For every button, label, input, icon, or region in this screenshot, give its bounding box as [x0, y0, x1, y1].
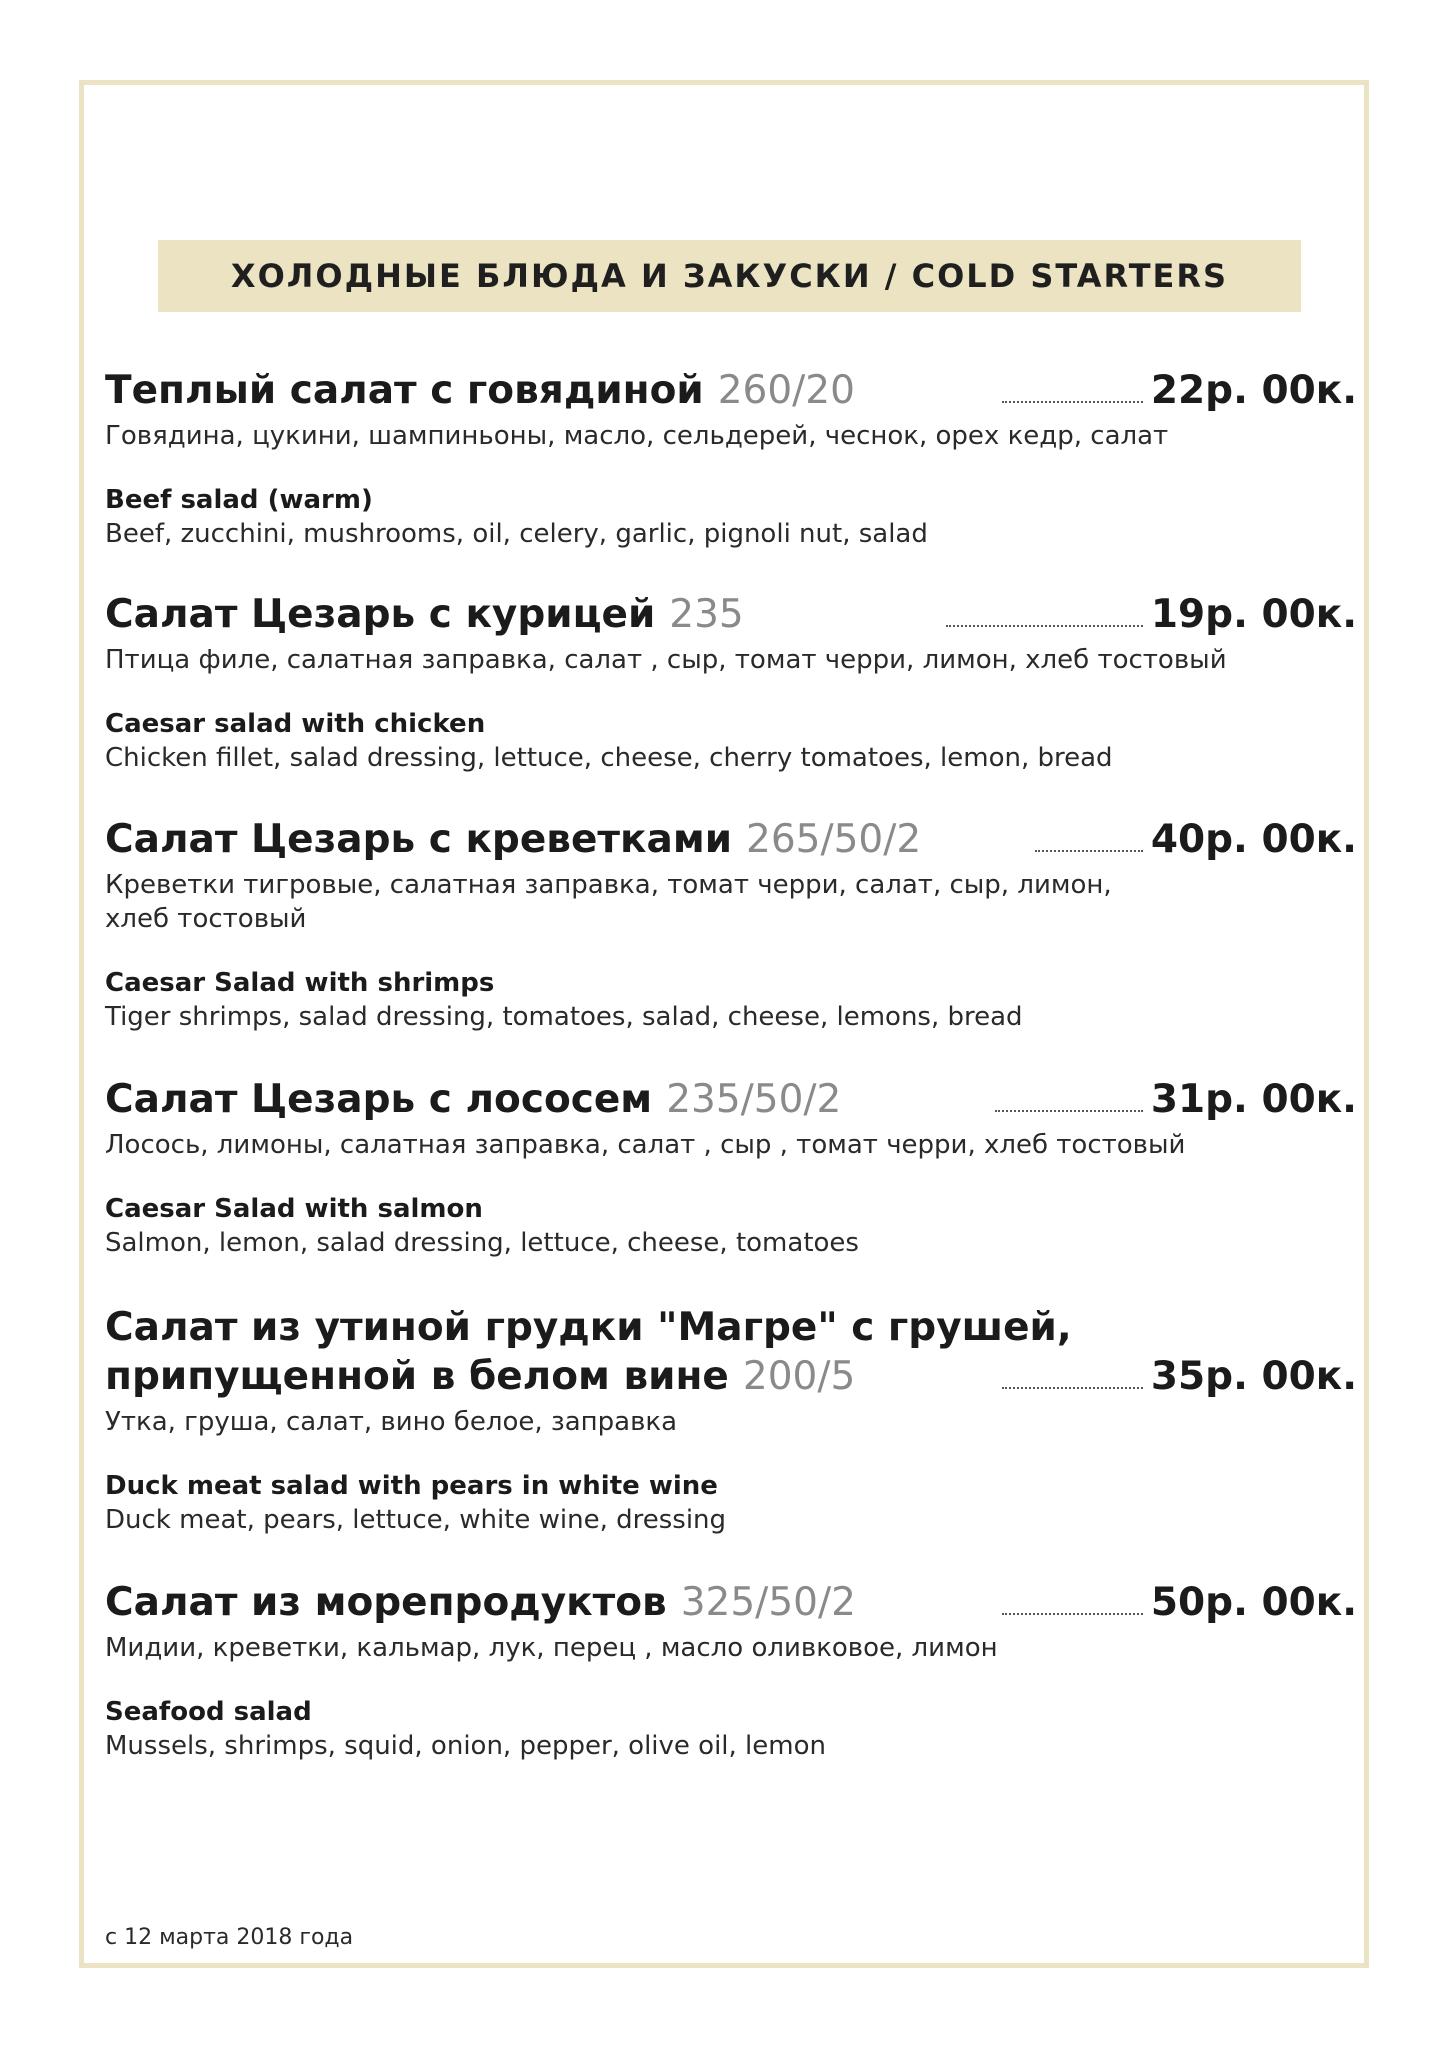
menu-item-name-en: Caesar salad with chicken — [105, 709, 486, 739]
menu-item-caesar-salmon — [105, 1077, 1357, 1260]
menu-item-name: припущенной в белом вине — [105, 1354, 729, 1399]
menu-item-description-en: Duck meat, pears, lettuce, white wine, dressing — [105, 1505, 727, 1535]
menu-item-duck-salad — [105, 1302, 1357, 1537]
menu-item-description-en: Chicken fillet, salad dressing, lettuce, cheese, cherry tomatoes, lemon, bread — [105, 743, 1113, 773]
effective-date-note: с 12 марта 2018 года — [105, 1925, 354, 1950]
menu-item-description-ru: Лосось, лимоны, салатная заправка, салат , сыр , томат черри, хлеб тостовый — [105, 1130, 1186, 1160]
menu-item-name-en: Beef salad (warm) — [105, 485, 373, 515]
menu-item-name: Салат Цезарь с креветками — [105, 817, 733, 862]
menu-item-price: 35р. 00к. — [1150, 1354, 1358, 1399]
menu-item-name-line1: Салат из утиной грудки "Магре" с грушей, — [105, 1305, 1072, 1350]
menu-item-weight: 260/20 — [717, 368, 855, 413]
menu-item-weight: 325/50/2 — [680, 1580, 856, 1625]
dotted-leader — [1002, 1387, 1143, 1389]
menu-item-name-en: Caesar Salad with salmon — [105, 1194, 483, 1224]
menu-item-beef-salad — [105, 368, 1357, 551]
menu-item-description-ru: Креветки тигровые, салатная заправка, томат черри, салат, сыр, лимон, хлеб тостовый — [105, 870, 1112, 934]
menu-item-caesar-chicken — [105, 592, 1357, 775]
menu-item-price: 22р. 00к. — [1150, 368, 1358, 413]
dotted-leader — [995, 1110, 1143, 1112]
menu-item-weight: 235/50/2 — [666, 1077, 842, 1122]
menu-item-name-en: Caesar Salad with shrimps — [105, 968, 495, 998]
menu-item-price: 50р. 00к. — [1150, 1580, 1358, 1625]
menu-item-price: 31р. 00к. — [1150, 1077, 1357, 1122]
menu-item-weight: 235 — [669, 592, 744, 637]
menu-item-name: Салат Цезарь с лососем — [105, 1077, 653, 1122]
menu-item-price: 40р. 00к. — [1150, 817, 1357, 862]
menu-item-name: Салат Цезарь с курицей — [105, 592, 656, 637]
menu-item-name-en: Duck meat salad with pears in white wine — [105, 1471, 718, 1501]
dotted-leader — [946, 625, 1143, 627]
menu-item-description-ru: Говядина, цукини, шампиньоны, масло, сельдерей, чеснок, орех кедр, салат — [105, 421, 1169, 451]
menu-item-description-ru: Мидии, креветки, кальмар, лук, перец , масло оливковое, лимон — [105, 1633, 998, 1663]
menu-item-seafood-salad — [105, 1580, 1357, 1763]
menu-item-name-en: Seafood salad — [105, 1697, 312, 1727]
menu-item-caesar-shrimps — [105, 817, 1357, 1034]
section-header — [158, 240, 1301, 312]
menu-item-title-row — [105, 368, 1357, 413]
menu-item-name: Теплый салат с говядиной — [105, 368, 704, 413]
menu-item-title-row — [105, 817, 1357, 862]
menu-item-description-en: Beef, zucchini, mushrooms, oil, celery, garlic, pignoli nut, salad — [105, 519, 928, 549]
section-title: ХОЛОДНЫЕ БЛЮДА И ЗАКУСКИ / COLD STARTERS — [230, 257, 1229, 295]
menu-item-description-ru: Утка, груша, салат, вино белое, заправка — [105, 1407, 678, 1437]
menu-item-title-row — [105, 1354, 1357, 1399]
menu-item-description-en: Tiger shrimps, salad dressing, tomatoes, salad, cheese, lemons, bread — [105, 1002, 1023, 1032]
dotted-leader — [1002, 1613, 1142, 1615]
menu-item-weight: 200/5 — [742, 1354, 856, 1399]
menu-item-description-ru: Птица филе, салатная заправка, салат , сыр, томат черри, лимон, хлеб тостовый — [105, 645, 1227, 675]
menu-item-description-en: Salmon, lemon, salad dressing, lettuce, cheese, tomatoes — [105, 1228, 859, 1258]
menu-item-title-row — [105, 1580, 1357, 1625]
menu-item-title-row — [105, 1077, 1357, 1122]
menu-item-name: Салат из морепродуктов — [105, 1580, 667, 1625]
menu-item-price: 19р. 00к. — [1150, 592, 1358, 637]
dotted-leader — [1002, 401, 1143, 403]
menu-item-title-row — [105, 592, 1357, 637]
menu-item-description-en: Mussels, shrimps, squid, onion, pepper, olive oil, lemon — [105, 1731, 826, 1761]
menu-item-weight: 265/50/2 — [746, 817, 922, 862]
dotted-leader — [1035, 850, 1143, 852]
